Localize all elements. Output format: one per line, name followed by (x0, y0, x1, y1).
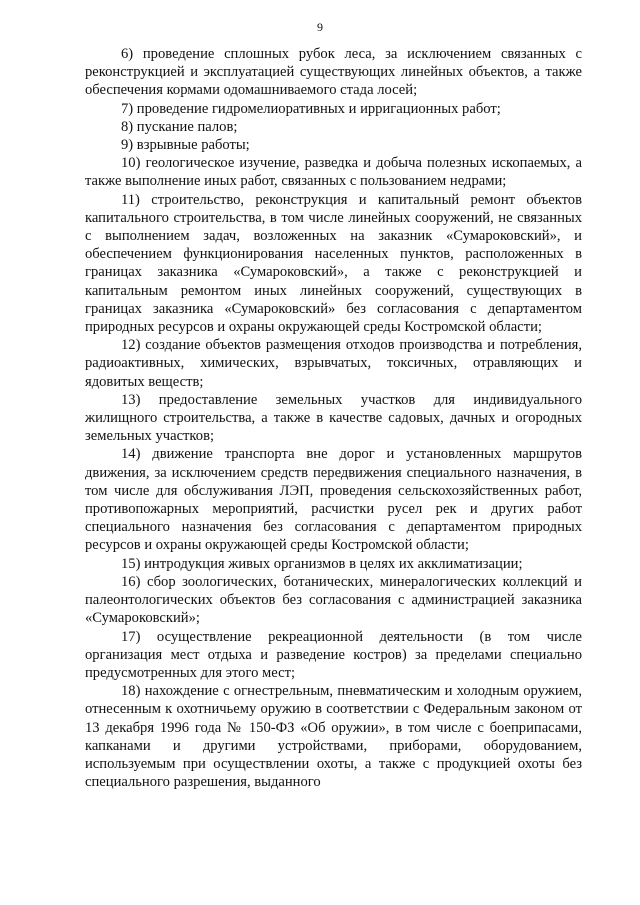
document-body (85, 45, 582, 791)
paragraph-item-7: 7) проведение гидромелиоративных и ирригационных работ; (121, 100, 501, 117)
paragraph-item-15: 15) интродукция живых организмов в целях их акклиматизации; (121, 555, 523, 572)
paragraph-item-14: 14) движение транспорта вне дорог и установленных маршрутов движения, за исключением средств передвижения специального назначения, в том числе для обслуживания ЛЭП, проведения сельскохозяйственных работ, противопожарных мероприятий, расчистки русел рек и других работ специального назначения без согласования с департаментом природных ресурсов и охраны окружающей среды Костромской области; (85, 446, 582, 554)
paragraph-item-16: 16) сбор зоологических, ботанических, минералогических коллекций и палеонтологических объектов без согласования с администрацией заказника «Сумароковский»; (85, 573, 582, 627)
paragraph-item-11: 11) строительство, реконструкция и капитальный ремонт объектов капитального строительства, в том числе линейных сооружений, не связанных с выполнением задач, возложенных на заказник «Сумароковский», и обеспечением функционирования населенных пунктов, расположенных в границах заказника «Сумароковский», а также с реконструкцией и капитальным ремонтом иных линейных сооружений, существующих в границах заказника «Сумароковский» без согласования с департаментом природных ресурсов и охраны окружающей среды Костромской области; (85, 191, 582, 336)
page-number: 9 (317, 20, 323, 34)
paragraph-item-6: 6) проведение сплошных рубок леса, за исключением связанных с реконструкцией и эксплуатацией существующих линейных объектов, а также обеспечения кормами одомашниваемого стада лосей; (85, 46, 582, 99)
paragraph-item-13: 13) предоставление земельных участков для индивидуального жилищного строительства, а также в качестве садовых, дачных и огородных земельных участков; (85, 391, 582, 445)
paragraph-item-18: 18) нахождение с огнестрельным, пневматическим и холодным оружием, отнесенным к охотничьему оружию в соответствии с Федеральным законом от 13 декабря 1996 года № 150-ФЗ «Об оружии», в том числе с боеприпасами, капканами и другими устройствами, приборами, оборудованием, используемым при осуществлении охоты, а также с продукцией охоты без специального разрешения, выданного (85, 683, 582, 791)
paragraph-item-17: 17) осуществление рекреационной деятельности (в том числе организация мест отдыха и разведение костров) за пределами специально предусмотренных для этого мест; (85, 628, 582, 681)
paragraph-item-9: 9) взрывные работы; (121, 137, 250, 154)
paragraph-item-10: 10) геологическое изучение, разведка и добыча полезных ископаемых, а также выполнение иных работ, связанных с пользованием недрами; (85, 155, 582, 190)
paragraph-item-8: 8) пускание палов; (121, 118, 238, 135)
paragraph-item-12: 12) создание объектов размещения отходов производства и потребления, радиоактивных, химических, взрывчатых, токсичных, отравляющих и ядовитых веществ; (85, 337, 582, 390)
